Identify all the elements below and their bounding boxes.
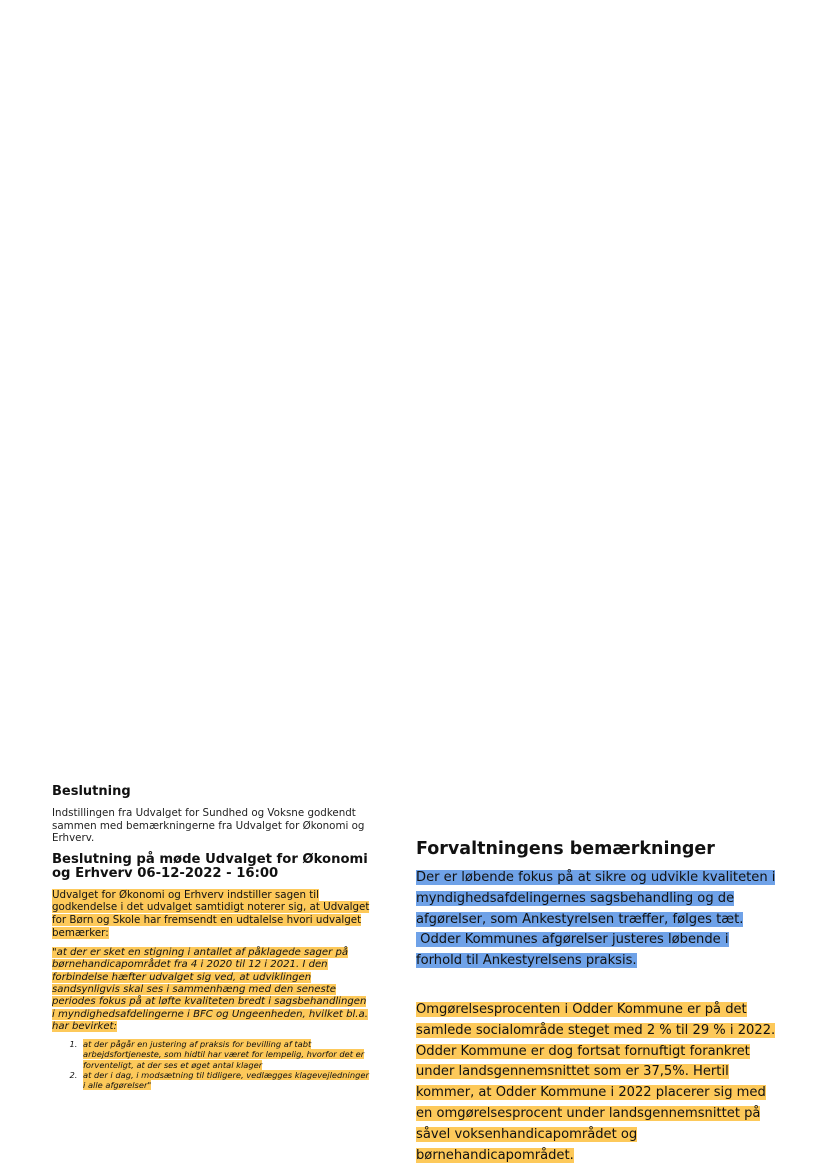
text-line xyxy=(416,1083,818,1104)
remark-list xyxy=(52,1039,370,1090)
line-text: Omgørelsesprocenten i Odder Kommune er på det xyxy=(416,1001,747,1017)
list-item-text: at der pågår en justering af praksis for bevilling af tabt arbejdsfortjeneste, som hidtil har været for lempelig, hvorfor det er forventeligt, at der ses et øget antal klager xyxy=(83,1039,365,1070)
committee-statement-text: Udvalget for Økonomi og Erhverv indstiller sagen til godkendelse i det udvalget samtidigt noterer sig, at Udvalget for Børn og Skole har fremsendt en udtalelse hvori udvalget bemærker: xyxy=(52,888,370,939)
line-text: såvel voksenhandicapområdet og xyxy=(416,1126,638,1142)
text-line xyxy=(416,910,818,931)
administration-remarks-heading: Forvaltningens bemærkninger xyxy=(416,839,715,859)
quoted-remark-text: "at der er sket en stigning i antallet af påklagede sager på børnehandicapområdet fra 4 i 2020 til 12 i 2021. I den forbindelse hæfter udvalget sig ved, at udviklingen sandsynligvis skal ses i sammenhæng med den seneste periodes fokus på at løfte kvaliteten bredt i sagsbehandlingen i myndighedsafdelingerne i BFC og Ungeenheden, hvilket bl.a. har bevirket: xyxy=(52,947,368,1032)
line-text: Odder Kommunes afgørelser justeres løbende i xyxy=(416,932,729,948)
focus-paragraph xyxy=(416,868,818,972)
quoted-remark xyxy=(52,947,370,1033)
line-text: Odder Kommune er dog fortsat fornuftigt forankret xyxy=(416,1043,750,1059)
line-text: Der er løbende fokus på at sikre og udvikle kvaliteten i xyxy=(416,870,776,885)
text-line xyxy=(416,930,818,951)
text-line xyxy=(416,1062,818,1083)
reversal-rate-paragraph xyxy=(416,1000,818,1166)
line-text: under landsgennemsnittet som er 37,5%. Hertil xyxy=(416,1064,729,1080)
text-line xyxy=(416,951,818,972)
text-line xyxy=(416,889,818,910)
text-line xyxy=(416,1104,818,1125)
line-text: en omgørelsesprocent under landsgennemsnittet på xyxy=(416,1105,761,1121)
text-line xyxy=(416,1146,818,1167)
decision-heading: Beslutning xyxy=(52,784,131,799)
text-line xyxy=(416,1000,818,1021)
line-text: myndighedsafdelingernes sagsbehandling og de xyxy=(416,890,735,906)
decision-column xyxy=(52,784,370,1090)
line-text: forhold til Ankestyrelsens praksis. xyxy=(416,953,637,969)
text-line xyxy=(416,1125,818,1146)
line-text: afgørelser, som Ankestyrelsen træffer, følges tæt. xyxy=(416,911,744,927)
administration-remarks-column xyxy=(416,838,818,1166)
list-item xyxy=(80,1070,370,1090)
line-text: samlede socialområde steget med 2 % til 29 % i 2022. xyxy=(416,1022,776,1038)
recommendation-text: Indstillingen fra Udvalget for Sundhed og Voksne godkendt sammen med bemærkningerne fra Udvalget for Økonomi og Erhverv. xyxy=(52,807,365,845)
line-text: kommer, at Odder Kommune i 2022 placerer sig med xyxy=(416,1085,766,1101)
meeting-decision-heading: Beslutning på møde Udvalget for Økonomi og Erhverv 06-12-2022 - 16:00 xyxy=(52,851,368,881)
list-item xyxy=(80,1039,370,1070)
text-line xyxy=(416,1042,818,1063)
text-line xyxy=(416,1021,818,1042)
line-text: børnehandicapområdet. xyxy=(416,1147,574,1163)
list-item-text: at der i dag, i modsætning til tidligere, vedlægges klagevejledninger i alle afgørelser" xyxy=(83,1069,369,1091)
text-line xyxy=(416,868,818,889)
committee-statement xyxy=(52,889,370,939)
